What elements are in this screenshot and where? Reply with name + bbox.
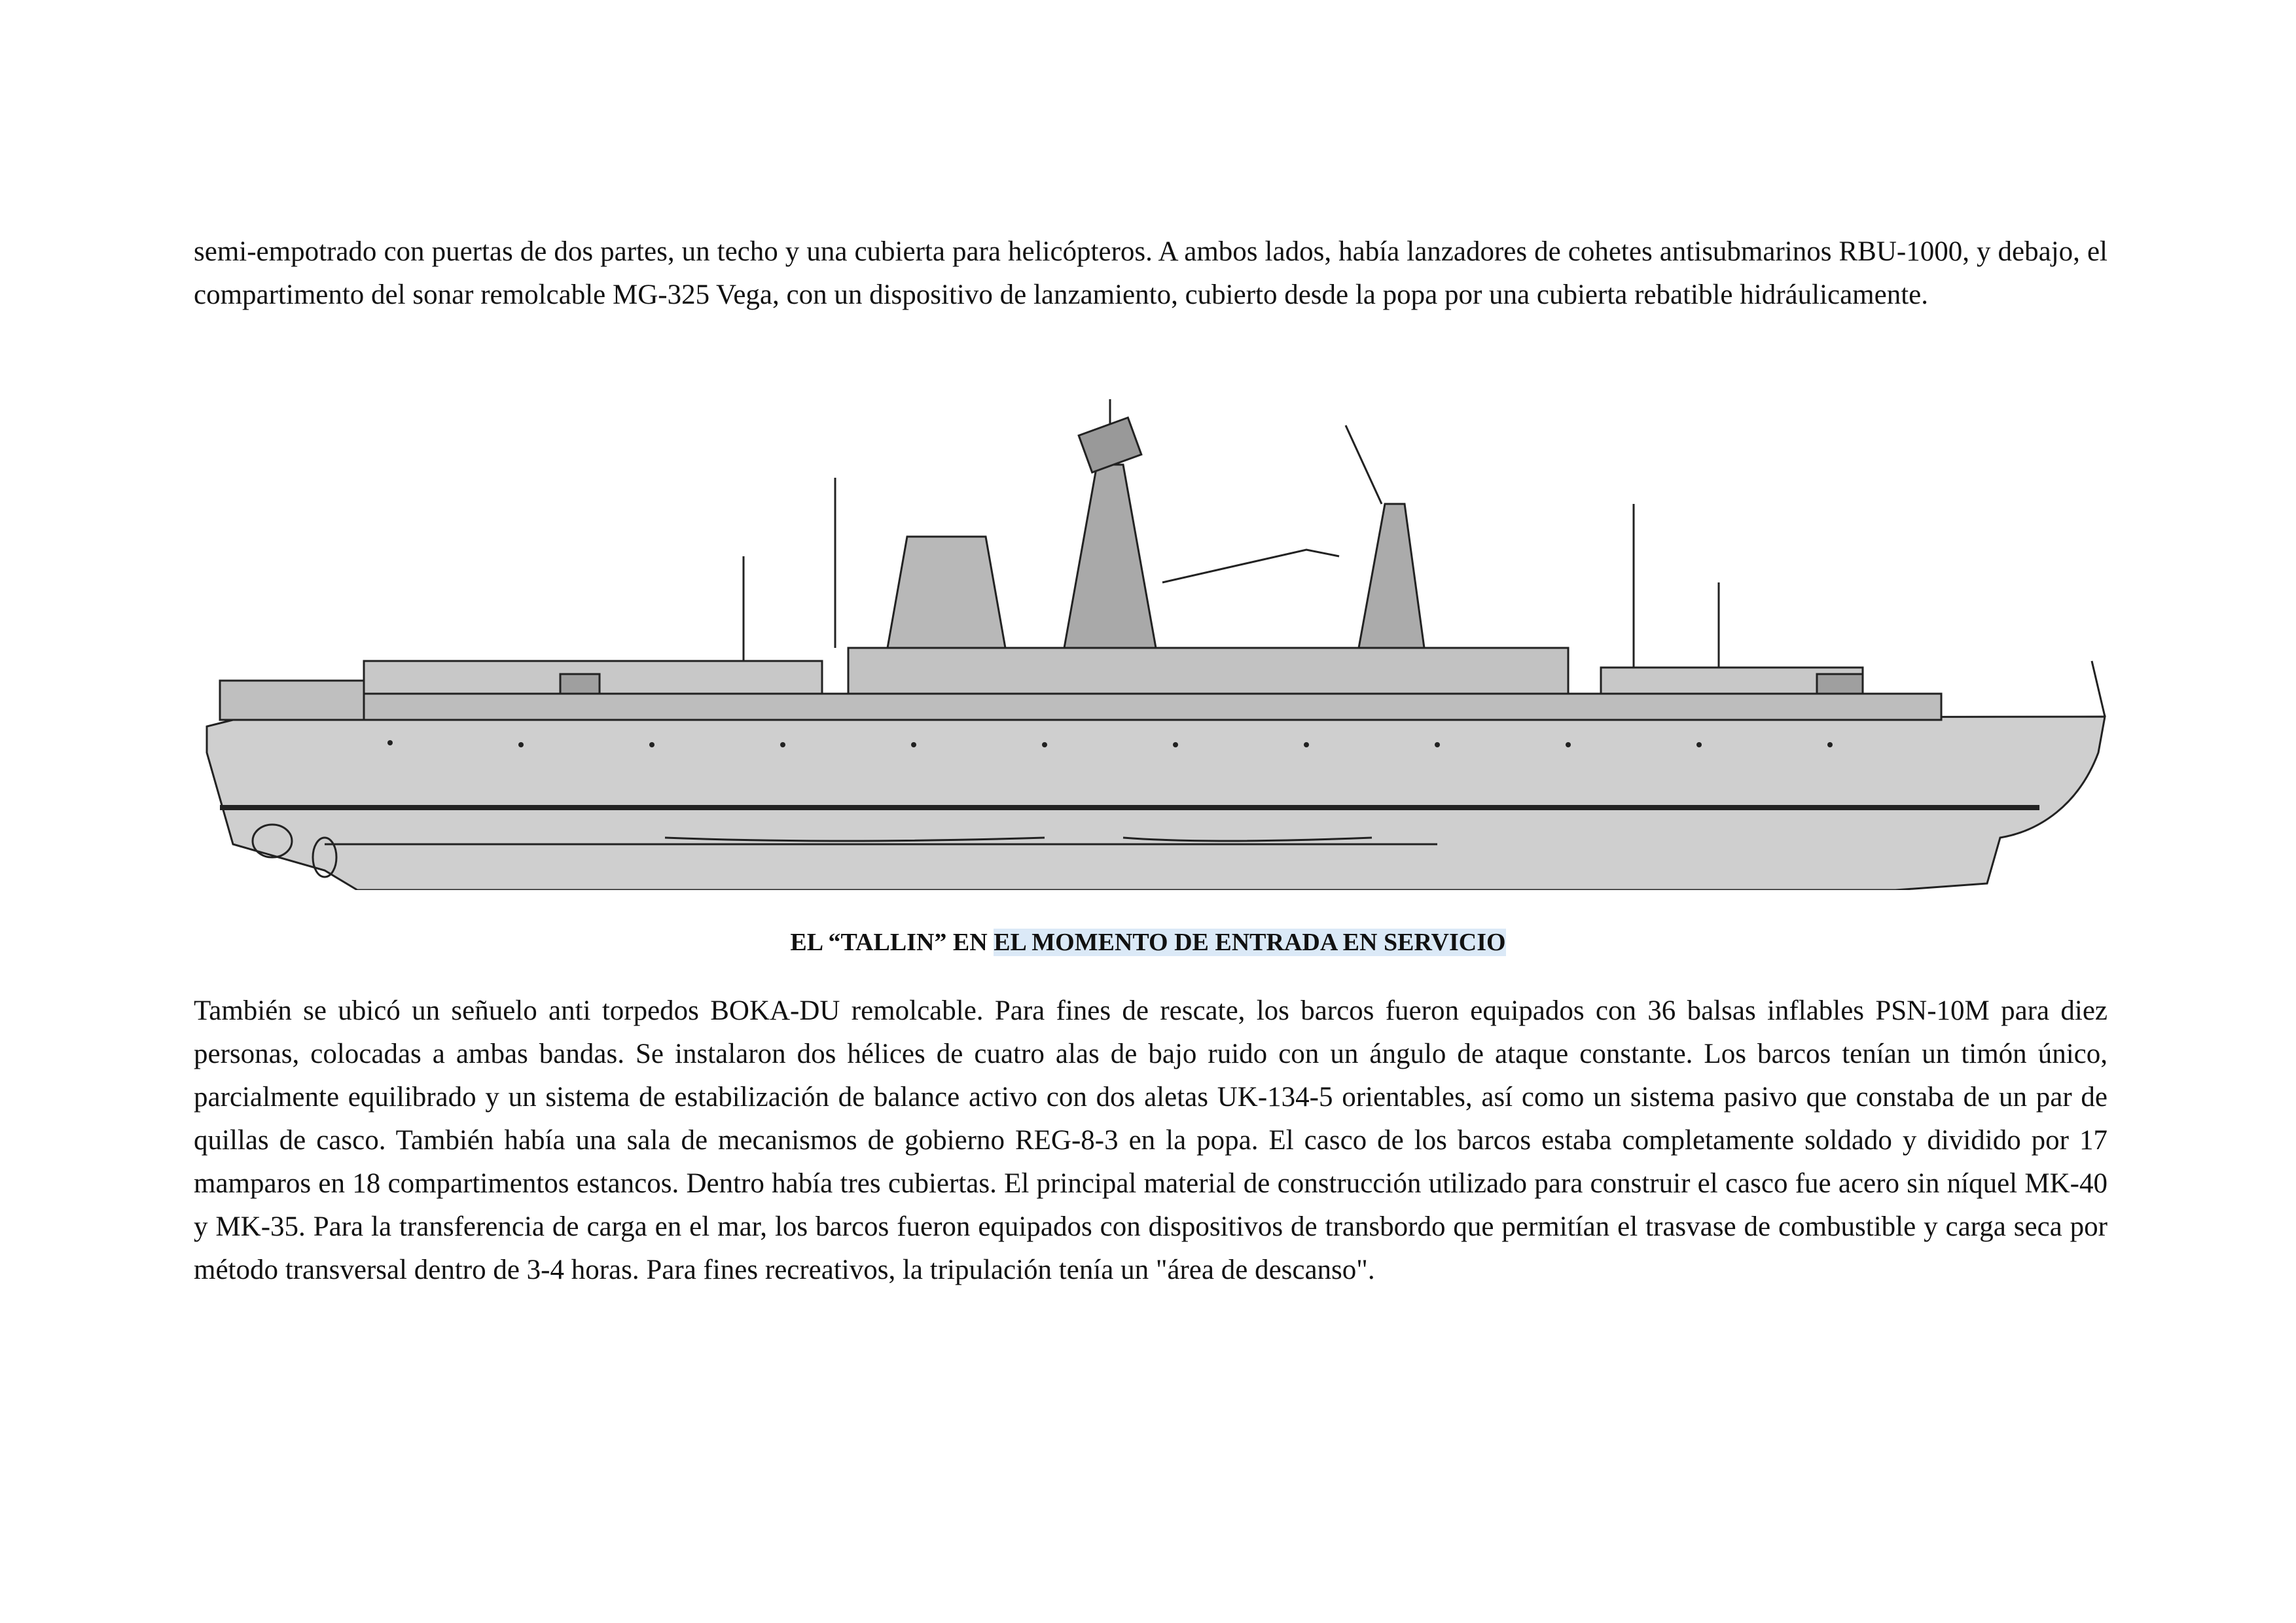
ship-drawing-icon (194, 386, 2115, 890)
figure-caption (0, 924, 2296, 961)
paragraph-bottom: También se ubicó un señuelo anti torpedos BOKA-DU remolcable. Para fines de rescate, los barcos fueron equipados con 36 balsas inflables PSN-10M para diez personas, colocadas a ambas bandas. Se instalaron dos hélices de cuatro alas de bajo ruido con un ángulo de ataque constante. Los barcos tenían un timón único, parcialmente equilibrado y un sistema de estabilización de balance activo con dos aletas UK-134-5 orientables, así como un sistema pasivo que constaba de un par de quillas de casco. También había una sala de mecanismos de gobierno REG-8-3 en la popa. El casco de los barcos estaba completamente soldado y dividido por 17 mamparos en 18 compartimentos estancos. Dentro había tres cubiertas. El principal material de construcción utilizado para construir el casco fue acero sin níquel MK-40 y MK-35. Para la transferencia de carga en el mar, los barcos fueron equipados con dispositivos de transbordo que permitían el trasvase de combustible y carga seca por método transversal dentro de 3-4 horas. Para fines recreativos, la tripulación tenía un "área de descanso". (194, 995, 2108, 1285)
caption-highlighted: EL MOMENTO DE ENTRADA EN SERVICIO (994, 929, 1506, 956)
paragraph-top: semi-empotrado con puertas de dos partes, un techo y una cubierta para helicópteros. A ambos lados, había lanzadores de cohetes antisubmarinos RBU-1000, y debajo, el compartimento del sonar remolcable MG-325 Vega, con un dispositivo de lanzamiento, cubierto desde la popa por una cubierta rebatible hidráulicamente. (194, 236, 2108, 310)
caption-plain: EL “TALLIN” EN (790, 929, 994, 956)
